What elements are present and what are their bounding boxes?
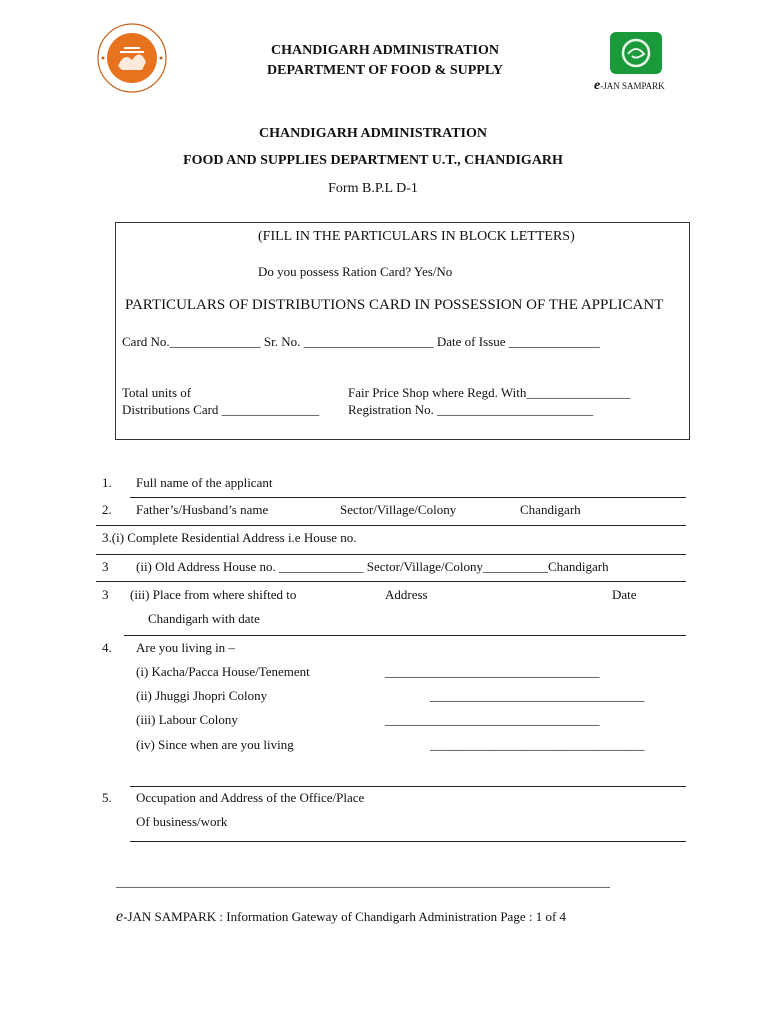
box-instruction: (FILL IN THE PARTICULARS IN BLOCK LETTERS) [258,229,575,244]
title-line1: CHANDIGARH ADMINISTRATION [258,126,488,141]
ration-card-question[interactable]: Do you possess Ration Card? Yes/No [258,264,453,279]
item3c-address: Address [385,587,428,602]
item3c-number: 3 [102,587,109,602]
title-line2: FOOD AND SUPPLIES DEPARTMENT U.T., CHANDIGARH [183,153,563,168]
item5-rule[interactable] [130,841,686,842]
item3a-rule[interactable] [96,554,686,555]
item1-rule[interactable] [130,497,686,498]
item4-option-since: (iv) Since when are you living [136,737,294,752]
footer-text [116,908,566,926]
total-units-label: Total units of [122,385,192,400]
item4-rule[interactable] [130,786,686,787]
item2-city: Chandigarh [520,502,581,517]
fair-price-shop-field[interactable]: Fair Price Shop where Regd. With________________ [348,385,631,400]
item3b-line[interactable]: (ii) Old Address House no. _____________ Sector/Village/Colony__________Chandigarh [136,559,609,574]
item4-kacha-field[interactable]: _________________________________ [385,664,600,679]
footer-rule: ____________________________________________________________________________ [116,874,610,889]
item3b-number: 3 [102,559,109,574]
item3c-date: Date [612,587,637,602]
item4-option-labour: (iii) Labour Colony [136,712,238,727]
item4-jhuggi-field[interactable]: _________________________________ [430,688,645,703]
item3c-label: (iii) Place from where shifted to [130,587,297,602]
item3c-rule[interactable] [124,635,686,636]
item2-rule[interactable] [96,525,686,526]
item2-number: 2. [102,502,112,517]
header-line1: CHANDIGARH ADMINISTRATION [270,43,500,58]
item3b-rule[interactable] [96,581,686,582]
e-jan-sampark-logo [610,32,662,74]
header-line2: DEPARTMENT OF FOOD & SUPPLY [267,63,503,78]
e-letter: e [594,78,601,93]
item4-option-kacha: (i) Kacha/Pacca House/Tenement [136,664,310,679]
card-details-line[interactable]: Card No.______________ Sr. No. ____________________ Date of Issue ______________ [122,334,600,349]
e-jan-sampark-caption [594,78,665,94]
item1-label: Full name of the applicant [136,475,273,490]
footer-caption: -JAN SAMPARK : Information Gateway of Chandigarh Administration Page : 1 of 4 [123,909,567,924]
caption-text: -JAN SAMPARK [600,81,665,91]
form-number: Form B.P.L D-1 [328,181,418,196]
box-heading: PARTICULARS OF DISTRIBUTIONS CARD IN POSSESSION OF THE APPLICANT [125,297,664,313]
item2-label: Father’s/Husband’s name [136,502,269,517]
item1-number: 1. [102,475,112,490]
item5-cont: Of business/work [136,814,228,829]
item5-label: Occupation and Address of the Office/Place [136,790,365,805]
item4-label: Are you living in – [136,640,235,655]
item4-labour-field[interactable]: _________________________________ [385,712,600,727]
item3a-label: 3.(i) Complete Residential Address i.e House no. [102,530,357,545]
item4-since-field[interactable]: _________________________________ [430,737,645,752]
footer-e-letter: e [116,908,124,925]
registration-number-field[interactable]: Registration No. ________________________ [348,402,594,417]
item4-option-jhuggi: (ii) Jhuggi Jhopri Colony [136,688,268,703]
total-units-field[interactable]: Distributions Card _______________ [122,402,320,417]
item5-number: 5. [102,790,112,805]
item3c-cont: Chandigarh with date [148,611,260,626]
item2-sector: Sector/Village/Colony [340,502,457,517]
item4-number: 4. [102,640,112,655]
